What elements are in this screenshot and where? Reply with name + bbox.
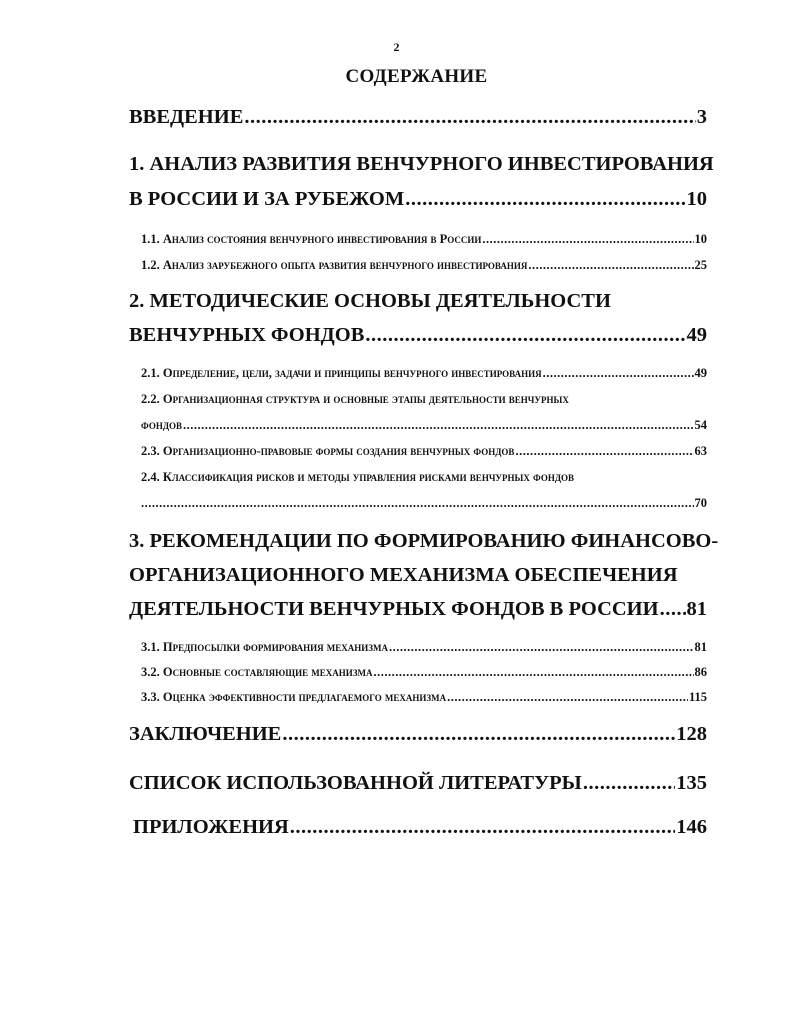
dot-leader	[290, 816, 675, 839]
dot-leader	[583, 772, 675, 795]
toc-entry-page: 25	[694, 258, 707, 272]
toc-entry-page: 63	[694, 444, 707, 458]
toc-entry-page: 86	[694, 665, 707, 679]
toc-entry-title: ПРИЛОЖЕНИЯ	[133, 816, 289, 838]
dot-leader	[482, 232, 693, 247]
toc-entry-title: 3.3. Оценка эффективности предлагаемого механизма	[141, 690, 447, 704]
toc-entry-references[interactable]	[129, 772, 707, 795]
dot-leader	[528, 258, 693, 273]
toc-entry-title: ВВЕДЕНИЕ	[129, 106, 244, 128]
dot-leader	[447, 690, 688, 705]
toc-section-2-2-line-1[interactable]: 2.2. Организационная структура и основные этапы деятельности венчурных	[141, 392, 569, 406]
toc-entry-section-3-2[interactable]	[141, 665, 707, 680]
toc-entry-section-2-3[interactable]	[141, 444, 707, 459]
dot-leader	[244, 106, 695, 129]
toc-entry-title: 1.1. Анализ состояния венчурного инвестирования в России	[141, 232, 482, 246]
toc-entry-page: 49	[686, 324, 707, 346]
toc-entry-page: 49	[694, 366, 707, 380]
dot-leader	[543, 366, 694, 381]
dot-leader	[515, 444, 693, 459]
dot-leader	[183, 418, 693, 433]
toc-entry-title: ВЕНЧУРНЫХ ФОНДОВ	[129, 324, 365, 346]
dot-leader	[365, 324, 685, 347]
toc-entry-title: В РОССИИ И ЗА РУБЕЖОМ	[129, 188, 405, 210]
page-number: 2	[393, 40, 400, 54]
dot-leader	[282, 723, 675, 746]
toc-entry-section-1-1[interactable]	[141, 232, 707, 247]
dot-leader	[389, 640, 693, 655]
toc-section-2-4-line-1[interactable]: 2.4. Классификация рисков и методы управления рисками венчурных фондов	[141, 470, 575, 484]
toc-entry-title: 2.1. Определение, цели, задачи и принципы венчурного инвестирования	[141, 366, 542, 380]
toc-entry-page: 128	[676, 723, 707, 745]
toc-entry-title: 1.2. Анализ зарубежного опыта развития венчурного инвестирования	[141, 258, 528, 272]
toc-entry-section-3-3[interactable]	[141, 690, 707, 705]
toc-entry-page: 146	[676, 816, 707, 838]
toc-entry-page: 81	[686, 598, 707, 620]
toc-entry-page: 70	[694, 496, 707, 510]
toc-entry-page: 10	[694, 232, 707, 246]
toc-entry-conclusion[interactable]	[129, 723, 707, 746]
toc-entry-section-2-4[interactable]	[141, 496, 707, 511]
toc-entry-title: 3.1. Предпосылки формирования механизма	[141, 640, 389, 654]
toc-chapter-3-line-1[interactable]: 3. РЕКОМЕНДАЦИИ ПО ФОРМИРОВАНИЮ ФИНАНСОВО-	[129, 530, 719, 552]
toc-entry-title: ЗАКЛЮЧЕНИЕ	[129, 723, 282, 745]
toc-chapter-3-line-2[interactable]: ОРГАНИЗАЦИОННОГО МЕХАНИЗМА ОБЕСПЕЧЕНИЯ	[129, 564, 678, 586]
toc-entry-page: 81	[694, 640, 707, 654]
toc-entry-title: 3.2. Основные составляющие механизма	[141, 665, 373, 679]
dot-leader	[405, 188, 685, 211]
toc-entry-section-2-2[interactable]	[141, 418, 707, 433]
toc-entry-page: 10	[686, 188, 707, 210]
toc-entry-chapter-3[interactable]	[129, 598, 707, 621]
toc-chapter-1-line-1[interactable]: 1. АНАЛИЗ РАЗВИТИЯ ВЕНЧУРНОГО ИНВЕСТИРОВАНИЯ	[129, 153, 714, 175]
dot-leader	[660, 598, 686, 621]
toc-entry-intro[interactable]	[129, 106, 707, 129]
toc-entry-title: фондов	[141, 418, 183, 432]
dot-leader	[373, 665, 693, 680]
page-title: СОДЕРЖАНИЕ	[345, 66, 488, 87]
toc-entry-page: 54	[694, 418, 707, 432]
toc-entry-page: 3	[696, 106, 707, 128]
toc-entry-page: 115	[688, 690, 707, 704]
toc-entry-title: 2.3. Организационно-правовые формы создания венчурных фондов	[141, 444, 515, 458]
toc-entry-title: ДЕЯТЕЛЬНОСТИ ВЕНЧУРНЫХ ФОНДОВ В РОССИИ	[129, 598, 659, 620]
dot-leader	[141, 496, 694, 511]
toc-entry-section-2-1[interactable]	[141, 366, 707, 381]
toc-entry-title: СПИСОК ИСПОЛЬЗОВАННОЙ ЛИТЕРАТУРЫ	[129, 772, 582, 794]
toc-entry-section-3-1[interactable]	[141, 640, 707, 655]
toc-entry-section-1-2[interactable]	[141, 258, 707, 273]
toc-entry-chapter-2[interactable]	[129, 324, 707, 347]
toc-entry-appendix[interactable]	[133, 816, 707, 839]
toc-chapter-2-line-1[interactable]: 2. МЕТОДИЧЕСКИЕ ОСНОВЫ ДЕЯТЕЛЬНОСТИ	[129, 290, 611, 312]
toc-entry-page: 135	[676, 772, 707, 794]
toc-entry-chapter-1[interactable]	[129, 188, 707, 211]
